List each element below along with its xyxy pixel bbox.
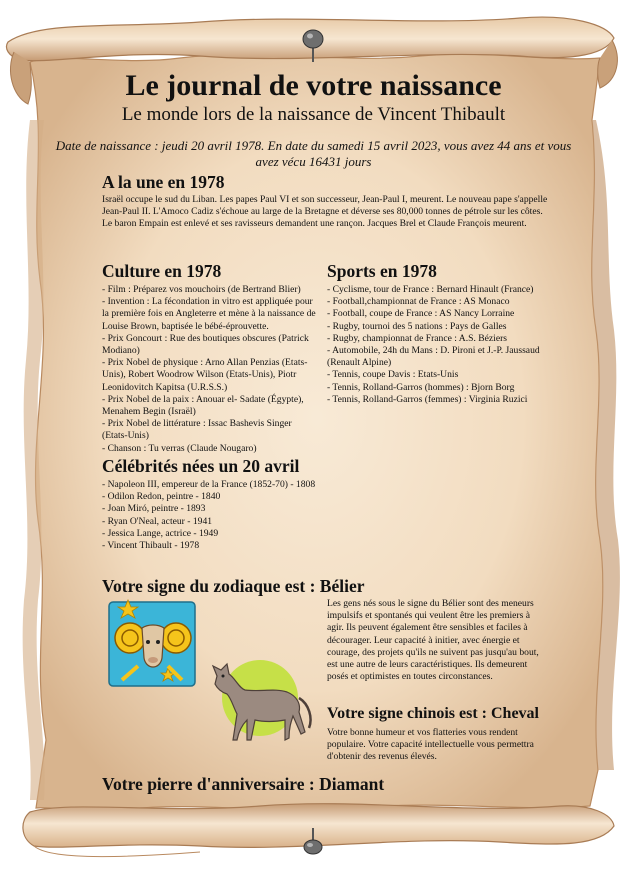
list-item: - Ryan O'Neal, acteur - 1941 <box>102 515 213 527</box>
sports-section <box>327 261 542 406</box>
culture-title: Culture en 1978 <box>102 261 222 281</box>
page-subtitle: Le monde lors de la naissance de Vincent Thibault <box>121 104 506 125</box>
culture-list <box>102 284 317 455</box>
list-item: - Film : Préparez vos mouchoirs (de Bertrand Blier) <box>102 284 301 295</box>
list-item: - Jessica Lange, actrice - 1949 <box>102 527 219 539</box>
zodiac-title: Votre signe du zodiaque est : Bélier <box>102 576 365 596</box>
chinese-section <box>327 704 557 764</box>
list-item: - Prix Nobel de physique : Arno Allan Penzias (Etats-Unis), Robert Woodrow Wilson (Etats-Unis), Piotr Leonidovitch Kapitsa (U.R.S.S.) <box>102 357 308 393</box>
celebrities-title: Célébrités nées un 20 avril <box>102 456 300 476</box>
list-item: - Prix Nobel de la paix : Anouar el- Sadate (Égypte), Menahem Begin (Israël) <box>102 393 304 418</box>
chinese-title: Votre signe chinois est : Cheval <box>327 705 539 722</box>
celebrities-section <box>102 456 362 552</box>
list-item: - Rugby, championnat de France : A.S. Béziers <box>327 332 508 344</box>
sports-list <box>327 284 542 406</box>
aries-ram-icon <box>108 598 198 690</box>
list-item: - Chanson : Tu verras (Claude Nougaro) <box>102 442 257 454</box>
headline-text: Israël occupe le sud du Liban. Les papes Paul VI et son successeur, Jean-Paul I, meurent. Le nouveau pape s'appelle Jean-Paul II. L'Amoco Cadiz s'échoue au large de la Bretagne et déverse ses 80,000 tonnes de pétrole sur les côtes. Le baron Empain est enlevé et ses ravisseurs demandent une rançon. Jacques Brel et Claude François meurent. <box>102 194 548 230</box>
list-item: - Football, coupe de France : AS Nancy Lorraine <box>327 308 515 320</box>
list-item: - Tennis, coupe Davis : Etats-Unis <box>327 369 459 381</box>
culture-section <box>102 261 317 455</box>
list-item: - Tennis, Rolland-Garros (femmes) : Virginia Ruzici <box>327 393 528 405</box>
zodiac-text: Les gens nés sous le signe du Bélier sont des meneurs impulsifs et spontanés qui veulent être les premiers à agir. Ils peuvent également être sensibles et faciles à décourager. Leur capacité à initier, avec énergie et courage, des projets qu'ils ne suivent pas jusqu'au bout, est une autre de leurs caractéristiques. Ils demeurent posés et optimistes en toutes circonstances. <box>327 598 539 683</box>
list-item: - Vincent Thibault - 1978 <box>102 540 200 552</box>
list-item: - Napoleon III, empereur de la France (1852-70) - 1808 <box>102 479 316 490</box>
list-item: - Prix Nobel de littérature : Issac Bashevis Singer (Etats-Unis) <box>102 418 292 442</box>
celebrities-list <box>102 479 362 552</box>
list-item: - Odilon Redon, peintre - 1840 <box>102 491 221 503</box>
pushpin-icon <box>298 28 328 62</box>
list-item: - Prix Goncourt : Rue des boutiques obscures (Patrick Modiano) <box>102 332 309 357</box>
horse-icon <box>205 648 315 748</box>
chinese-text: Votre bonne humeur et vos flatteries vous rendent populaire. Votre capacité intellectuelle vous permettra d'obtenir des revenus élevés. <box>327 727 534 763</box>
list-item: - Invention : La fécondation in vitro est appliquée pour la première fois en Angleterre et mène à la naissance de Louise Brown, baptisée le bébé-éprouvette. <box>102 296 316 332</box>
list-item: - Tennis, Rolland-Garros (hommes) : Bjorn Borg <box>327 381 515 393</box>
list-item: - Football,championnat de France : AS Monaco <box>327 296 510 308</box>
list-item: - Rugby, tournoi des 5 nations : Pays de Galles <box>327 320 507 332</box>
list-item: - Automobile, 24h du Mans : D. Pironi et J.-P. Jaussaud (Renault Alpine) <box>327 345 540 369</box>
list-item: - Cyclisme, tour de France : Bernard Hinault (France) <box>327 284 534 295</box>
sports-title: Sports en 1978 <box>327 261 437 281</box>
page-title: Le journal de votre naissance <box>125 69 502 102</box>
headline-section <box>102 172 552 231</box>
list-item: - Joan Miró, peintre - 1893 <box>102 503 206 515</box>
birthstone-title: Votre pierre d'anniversaire : Diamant <box>102 774 385 794</box>
pushpin-icon <box>300 828 326 856</box>
headline-title: A la une en 1978 <box>102 172 225 192</box>
birth-date-line: Date de naissance : jeudi 20 avril 1978. En date du samedi 15 avril 2023, vous avez 44 ans et vous avez vécu 16431 jours <box>55 138 572 169</box>
